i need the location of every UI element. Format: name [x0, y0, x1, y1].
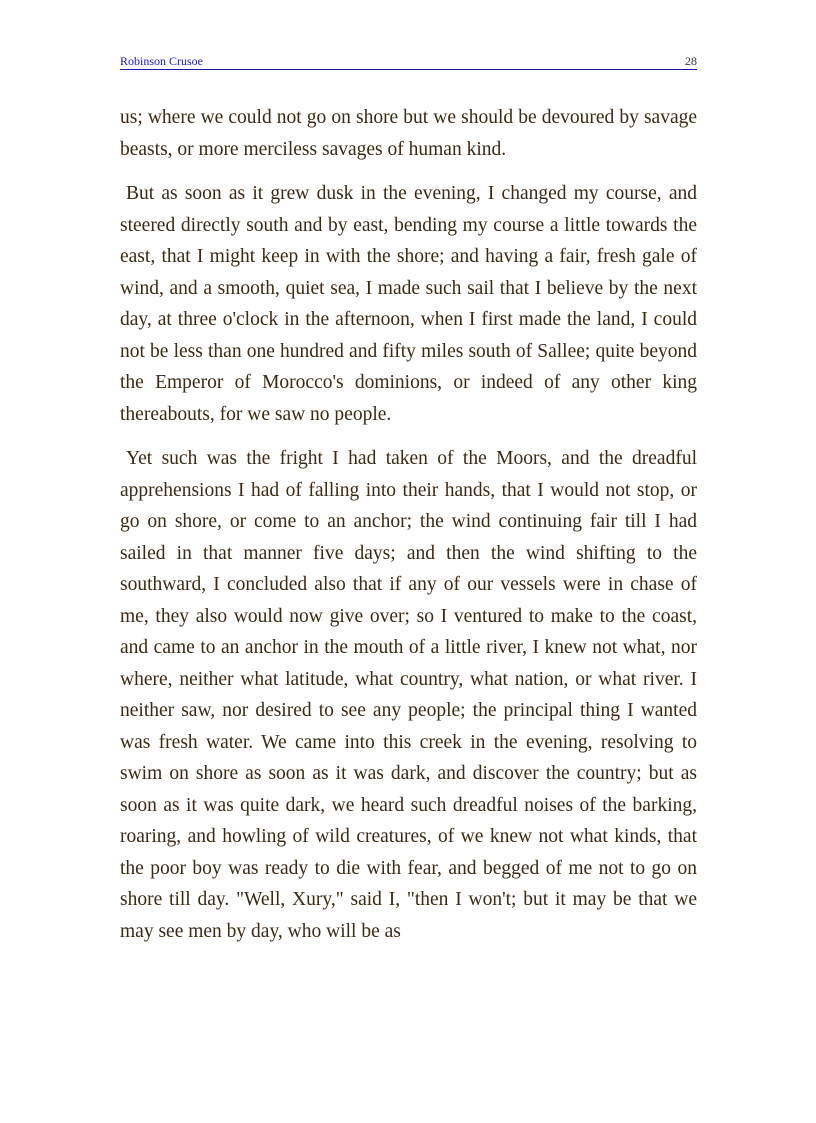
paragraph-1: us; where we could not go on shore but we should be devoured by savage beasts, or more merciless savages of human kind. — [120, 107, 697, 160]
page-number: 28 — [685, 54, 697, 68]
running-header — [120, 53, 697, 70]
paragraph-2: But as soon as it grew dusk in the evening, I changed my course, and steered directly south and by east, bending my course a little towards the east, that I might keep in with the shore; and having a fair, fresh gale of wind, and a smooth, quiet sea, I made such sail that I believe by the next day, at three o'clock in the afternoon, when I first made the land, I could not be less than one hundred and fifty miles south of Sallee; quite beyond the Emperor of Morocco's dominions, or indeed of any other king thereabouts, for we saw no people. — [120, 183, 697, 425]
paragraph-3: Yet such was the fright I had taken of the Moors, and the dreadful apprehensions I had of falling into their hands, that I would not stop, or go on shore, or come to an anchor; the wind continuing fair till I had sailed in that manner five days; and then the wind shifting to the southward, I concluded also that if any of our vessels were in chase of me, they also would now give over; so I ventured to make to the coast, and came to an anchor in the mouth of a little river, I knew not what, nor where, neither what latitude, what country, what nation, or what river. I neither saw, nor desired to see any people; the principal thing I wanted was fresh water. We came into this creek in the evening, resolving to swim on shore as soon as it was dark, and discover the country; but as soon as it was quite dark, we heard such dreadful noises of the barking, roaring, and howling of wild creatures, of we knew not what kinds, that the poor boy was ready to die with fear, and begged of me not to go on shore till day. "Well, Xury," said I, "then I won't; but it may be that we may see men by day, who will be as — [120, 448, 697, 942]
running-title-link[interactable]: Robinson Crusoe — [120, 54, 204, 68]
body-text — [120, 102, 697, 960]
